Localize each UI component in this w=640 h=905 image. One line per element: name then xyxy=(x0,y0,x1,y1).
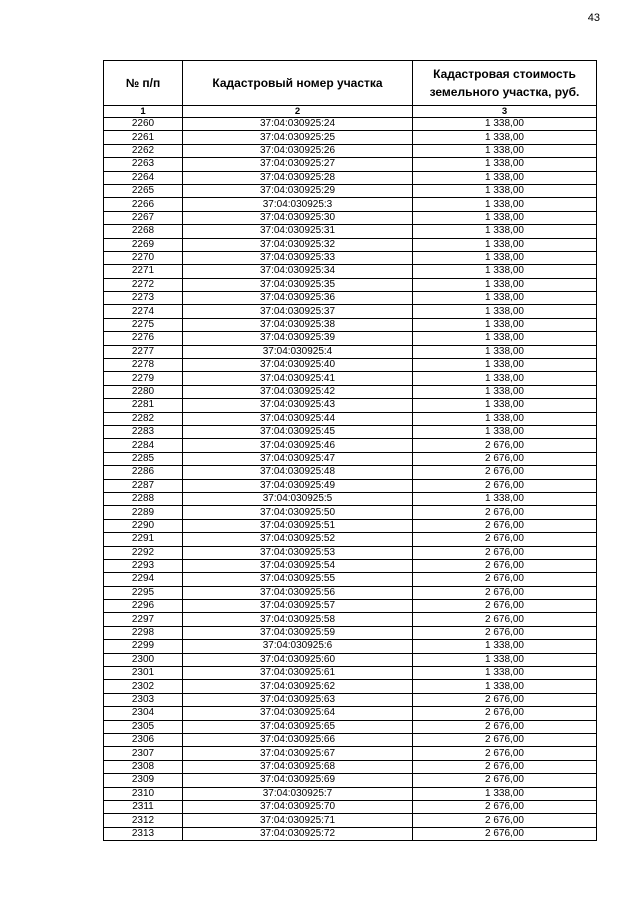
cell-row-number: 2272 xyxy=(104,278,183,291)
cell-cadastral-number: 37:04:030925:52 xyxy=(183,533,413,546)
cell-cadastral-number: 37:04:030925:64 xyxy=(183,707,413,720)
cell-row-number: 2312 xyxy=(104,814,183,827)
table-row xyxy=(104,667,597,680)
table-row xyxy=(104,613,597,626)
table-row xyxy=(104,345,597,358)
table-row xyxy=(104,640,597,653)
table-row xyxy=(104,573,597,586)
cell-cadastral-number: 37:04:030925:45 xyxy=(183,425,413,438)
cell-cadastral-value: 2 676,00 xyxy=(413,573,597,586)
cell-cadastral-value: 2 676,00 xyxy=(413,693,597,706)
cell-cadastral-number: 37:04:030925:58 xyxy=(183,613,413,626)
cell-cadastral-number: 37:04:030925:46 xyxy=(183,439,413,452)
table-row xyxy=(104,800,597,813)
column-number-3: 3 xyxy=(413,106,597,118)
cell-cadastral-value: 1 338,00 xyxy=(413,171,597,184)
table-row xyxy=(104,519,597,532)
table-header-row xyxy=(104,61,597,106)
table-row xyxy=(104,533,597,546)
page-number: 43 xyxy=(587,12,600,24)
cell-row-number: 2266 xyxy=(104,198,183,211)
cell-cadastral-number: 37:04:030925:33 xyxy=(183,251,413,264)
cell-cadastral-number: 37:04:030925:53 xyxy=(183,546,413,559)
cell-row-number: 2282 xyxy=(104,412,183,425)
table-row xyxy=(104,466,597,479)
cell-row-number: 2267 xyxy=(104,211,183,224)
cell-cadastral-value: 1 338,00 xyxy=(413,318,597,331)
cell-cadastral-value: 1 338,00 xyxy=(413,292,597,305)
cell-cadastral-number: 37:04:030925:32 xyxy=(183,238,413,251)
cell-cadastral-value: 2 676,00 xyxy=(413,452,597,465)
cell-row-number: 2309 xyxy=(104,774,183,787)
table-row xyxy=(104,412,597,425)
cadastral-value-table xyxy=(103,60,597,841)
cell-cadastral-number: 37:04:030925:27 xyxy=(183,158,413,171)
cell-row-number: 2269 xyxy=(104,238,183,251)
cell-cadastral-value: 1 338,00 xyxy=(413,211,597,224)
cell-row-number: 2289 xyxy=(104,506,183,519)
table-row xyxy=(104,559,597,572)
cell-row-number: 2277 xyxy=(104,345,183,358)
cell-cadastral-value: 1 338,00 xyxy=(413,184,597,197)
header-cadastral-number: Кадастровый номер участка xyxy=(183,61,413,106)
cell-row-number: 2278 xyxy=(104,359,183,372)
cell-cadastral-number: 37:04:030925:47 xyxy=(183,452,413,465)
table-row xyxy=(104,506,597,519)
table-row xyxy=(104,318,597,331)
cell-cadastral-number: 37:04:030925:25 xyxy=(183,131,413,144)
cell-cadastral-number: 37:04:030925:36 xyxy=(183,292,413,305)
table-row xyxy=(104,774,597,787)
table-row xyxy=(104,439,597,452)
cell-row-number: 2301 xyxy=(104,667,183,680)
cell-cadastral-value: 1 338,00 xyxy=(413,425,597,438)
cell-cadastral-value: 2 676,00 xyxy=(413,466,597,479)
table-row xyxy=(104,814,597,827)
cell-cadastral-number: 37:04:030925:39 xyxy=(183,332,413,345)
cell-cadastral-value: 2 676,00 xyxy=(413,439,597,452)
cell-cadastral-value: 1 338,00 xyxy=(413,144,597,157)
table-row xyxy=(104,158,597,171)
cell-cadastral-number: 37:04:030925:56 xyxy=(183,586,413,599)
cell-cadastral-number: 37:04:030925:63 xyxy=(183,693,413,706)
table-row xyxy=(104,359,597,372)
cell-cadastral-number: 37:04:030925:41 xyxy=(183,372,413,385)
table-row xyxy=(104,479,597,492)
cell-cadastral-number: 37:04:030925:71 xyxy=(183,814,413,827)
cell-cadastral-value: 1 338,00 xyxy=(413,278,597,291)
table-row xyxy=(104,707,597,720)
cell-cadastral-value: 2 676,00 xyxy=(413,626,597,639)
cell-cadastral-value: 1 338,00 xyxy=(413,158,597,171)
cell-row-number: 2311 xyxy=(104,800,183,813)
table-row xyxy=(104,747,597,760)
table-row xyxy=(104,425,597,438)
cell-cadastral-number: 37:04:030925:37 xyxy=(183,305,413,318)
cell-row-number: 2300 xyxy=(104,653,183,666)
table-row xyxy=(104,787,597,800)
cell-row-number: 2276 xyxy=(104,332,183,345)
table-row xyxy=(104,733,597,746)
cell-row-number: 2288 xyxy=(104,492,183,505)
cell-cadastral-value: 1 338,00 xyxy=(413,345,597,358)
table-row xyxy=(104,385,597,398)
cell-cadastral-value: 2 676,00 xyxy=(413,760,597,773)
table-row xyxy=(104,131,597,144)
cell-cadastral-value: 2 676,00 xyxy=(413,707,597,720)
cell-cadastral-number: 37:04:030925:60 xyxy=(183,653,413,666)
cell-row-number: 2270 xyxy=(104,251,183,264)
table-row xyxy=(104,586,597,599)
table-row xyxy=(104,211,597,224)
cell-row-number: 2263 xyxy=(104,158,183,171)
cell-row-number: 2268 xyxy=(104,225,183,238)
table-row xyxy=(104,198,597,211)
cell-row-number: 2291 xyxy=(104,533,183,546)
table-row xyxy=(104,238,597,251)
table-row xyxy=(104,452,597,465)
cell-row-number: 2283 xyxy=(104,425,183,438)
cell-row-number: 2310 xyxy=(104,787,183,800)
column-number-2: 2 xyxy=(183,106,413,118)
cell-row-number: 2297 xyxy=(104,613,183,626)
cell-cadastral-number: 37:04:030925:7 xyxy=(183,787,413,800)
cell-cadastral-number: 37:04:030925:67 xyxy=(183,747,413,760)
cell-cadastral-value: 2 676,00 xyxy=(413,733,597,746)
cell-cadastral-value: 1 338,00 xyxy=(413,305,597,318)
table-body xyxy=(104,118,597,841)
cell-cadastral-number: 37:04:030925:69 xyxy=(183,774,413,787)
cell-cadastral-number: 37:04:030925:42 xyxy=(183,385,413,398)
cell-cadastral-value: 2 676,00 xyxy=(413,800,597,813)
cell-cadastral-value: 1 338,00 xyxy=(413,251,597,264)
cell-cadastral-value: 2 676,00 xyxy=(413,600,597,613)
cell-cadastral-value: 2 676,00 xyxy=(413,559,597,572)
cell-cadastral-value: 1 338,00 xyxy=(413,399,597,412)
cell-cadastral-value: 1 338,00 xyxy=(413,640,597,653)
cell-row-number: 2280 xyxy=(104,385,183,398)
table-row xyxy=(104,292,597,305)
cell-row-number: 2302 xyxy=(104,680,183,693)
cell-row-number: 2265 xyxy=(104,184,183,197)
cell-cadastral-number: 37:04:030925:35 xyxy=(183,278,413,291)
table-row xyxy=(104,546,597,559)
cell-cadastral-number: 37:04:030925:50 xyxy=(183,506,413,519)
table-row xyxy=(104,653,597,666)
table-row xyxy=(104,693,597,706)
cell-cadastral-value: 1 338,00 xyxy=(413,332,597,345)
cell-row-number: 2298 xyxy=(104,626,183,639)
cell-row-number: 2295 xyxy=(104,586,183,599)
cell-row-number: 2307 xyxy=(104,747,183,760)
cell-row-number: 2281 xyxy=(104,399,183,412)
cell-cadastral-number: 37:04:030925:55 xyxy=(183,573,413,586)
table-row xyxy=(104,184,597,197)
cell-row-number: 2290 xyxy=(104,519,183,532)
table-row xyxy=(104,372,597,385)
cell-cadastral-number: 37:04:030925:40 xyxy=(183,359,413,372)
cell-cadastral-number: 37:04:030925:24 xyxy=(183,118,413,131)
cell-cadastral-value: 1 338,00 xyxy=(413,225,597,238)
cell-cadastral-number: 37:04:030925:48 xyxy=(183,466,413,479)
cell-cadastral-value: 2 676,00 xyxy=(413,720,597,733)
cell-row-number: 2293 xyxy=(104,559,183,572)
cell-cadastral-number: 37:04:030925:43 xyxy=(183,399,413,412)
cell-cadastral-number: 37:04:030925:44 xyxy=(183,412,413,425)
header-cadastral-value: Кадастровая стоимость земельного участка, руб. xyxy=(413,61,597,106)
table-row xyxy=(104,827,597,840)
table-row xyxy=(104,492,597,505)
cell-cadastral-value: 1 338,00 xyxy=(413,680,597,693)
cell-row-number: 2284 xyxy=(104,439,183,452)
cell-row-number: 2308 xyxy=(104,760,183,773)
table-row xyxy=(104,680,597,693)
table-row xyxy=(104,600,597,613)
cell-cadastral-number: 37:04:030925:3 xyxy=(183,198,413,211)
cell-cadastral-number: 37:04:030925:57 xyxy=(183,600,413,613)
cell-cadastral-value: 2 676,00 xyxy=(413,827,597,840)
cell-row-number: 2275 xyxy=(104,318,183,331)
cell-cadastral-number: 37:04:030925:38 xyxy=(183,318,413,331)
cell-cadastral-value: 1 338,00 xyxy=(413,667,597,680)
cell-cadastral-number: 37:04:030925:30 xyxy=(183,211,413,224)
cell-row-number: 2286 xyxy=(104,466,183,479)
table-row xyxy=(104,305,597,318)
cell-cadastral-value: 1 338,00 xyxy=(413,198,597,211)
column-number-1: 1 xyxy=(104,106,183,118)
cell-row-number: 2313 xyxy=(104,827,183,840)
cell-cadastral-value: 2 676,00 xyxy=(413,546,597,559)
cell-cadastral-number: 37:04:030925:4 xyxy=(183,345,413,358)
cell-cadastral-number: 37:04:030925:31 xyxy=(183,225,413,238)
table-row xyxy=(104,720,597,733)
cell-cadastral-value: 1 338,00 xyxy=(413,372,597,385)
cell-cadastral-value: 2 676,00 xyxy=(413,479,597,492)
cell-cadastral-number: 37:04:030925:62 xyxy=(183,680,413,693)
cell-row-number: 2304 xyxy=(104,707,183,720)
cell-cadastral-number: 37:04:030925:6 xyxy=(183,640,413,653)
cell-row-number: 2285 xyxy=(104,452,183,465)
cell-cadastral-number: 37:04:030925:29 xyxy=(183,184,413,197)
cell-cadastral-number: 37:04:030925:59 xyxy=(183,626,413,639)
cell-row-number: 2296 xyxy=(104,600,183,613)
table-row xyxy=(104,399,597,412)
cell-cadastral-value: 2 676,00 xyxy=(413,774,597,787)
table-row xyxy=(104,171,597,184)
cell-cadastral-value: 2 676,00 xyxy=(413,506,597,519)
cell-cadastral-number: 37:04:030925:65 xyxy=(183,720,413,733)
cell-row-number: 2262 xyxy=(104,144,183,157)
cell-cadastral-value: 2 676,00 xyxy=(413,814,597,827)
header-row-number: № п/п xyxy=(104,61,183,106)
table-row xyxy=(104,265,597,278)
cell-row-number: 2279 xyxy=(104,372,183,385)
cell-cadastral-value: 1 338,00 xyxy=(413,412,597,425)
cell-cadastral-value: 1 338,00 xyxy=(413,385,597,398)
table-row xyxy=(104,332,597,345)
cell-cadastral-value: 1 338,00 xyxy=(413,131,597,144)
cell-cadastral-value: 1 338,00 xyxy=(413,492,597,505)
cell-cadastral-number: 37:04:030925:70 xyxy=(183,800,413,813)
cell-cadastral-number: 37:04:030925:54 xyxy=(183,559,413,572)
table-row xyxy=(104,144,597,157)
cell-cadastral-number: 37:04:030925:51 xyxy=(183,519,413,532)
cell-row-number: 2292 xyxy=(104,546,183,559)
cell-cadastral-value: 1 338,00 xyxy=(413,653,597,666)
cell-cadastral-number: 37:04:030925:61 xyxy=(183,667,413,680)
cell-row-number: 2299 xyxy=(104,640,183,653)
cell-cadastral-number: 37:04:030925:28 xyxy=(183,171,413,184)
cell-cadastral-number: 37:04:030925:72 xyxy=(183,827,413,840)
table-row xyxy=(104,225,597,238)
cell-row-number: 2305 xyxy=(104,720,183,733)
cell-cadastral-number: 37:04:030925:68 xyxy=(183,760,413,773)
cell-row-number: 2260 xyxy=(104,118,183,131)
table-row xyxy=(104,251,597,264)
table-row xyxy=(104,760,597,773)
cell-cadastral-value: 2 676,00 xyxy=(413,613,597,626)
cell-cadastral-value: 1 338,00 xyxy=(413,787,597,800)
cell-cadastral-number: 37:04:030925:34 xyxy=(183,265,413,278)
table-row xyxy=(104,626,597,639)
cell-cadastral-value: 2 676,00 xyxy=(413,586,597,599)
cell-cadastral-value: 2 676,00 xyxy=(413,747,597,760)
cell-cadastral-number: 37:04:030925:26 xyxy=(183,144,413,157)
table-row xyxy=(104,278,597,291)
column-number-row xyxy=(104,106,597,118)
cell-row-number: 2271 xyxy=(104,265,183,278)
cell-cadastral-value: 2 676,00 xyxy=(413,519,597,532)
cell-row-number: 2273 xyxy=(104,292,183,305)
table-row xyxy=(104,118,597,131)
cell-cadastral-number: 37:04:030925:49 xyxy=(183,479,413,492)
cell-row-number: 2274 xyxy=(104,305,183,318)
cell-cadastral-value: 2 676,00 xyxy=(413,533,597,546)
cell-row-number: 2264 xyxy=(104,171,183,184)
cell-row-number: 2261 xyxy=(104,131,183,144)
cell-cadastral-number: 37:04:030925:66 xyxy=(183,733,413,746)
cell-cadastral-value: 1 338,00 xyxy=(413,238,597,251)
cell-row-number: 2303 xyxy=(104,693,183,706)
cell-cadastral-number: 37:04:030925:5 xyxy=(183,492,413,505)
cell-row-number: 2287 xyxy=(104,479,183,492)
cell-cadastral-value: 1 338,00 xyxy=(413,359,597,372)
cell-cadastral-value: 1 338,00 xyxy=(413,118,597,131)
cell-row-number: 2306 xyxy=(104,733,183,746)
cell-cadastral-value: 1 338,00 xyxy=(413,265,597,278)
cell-row-number: 2294 xyxy=(104,573,183,586)
